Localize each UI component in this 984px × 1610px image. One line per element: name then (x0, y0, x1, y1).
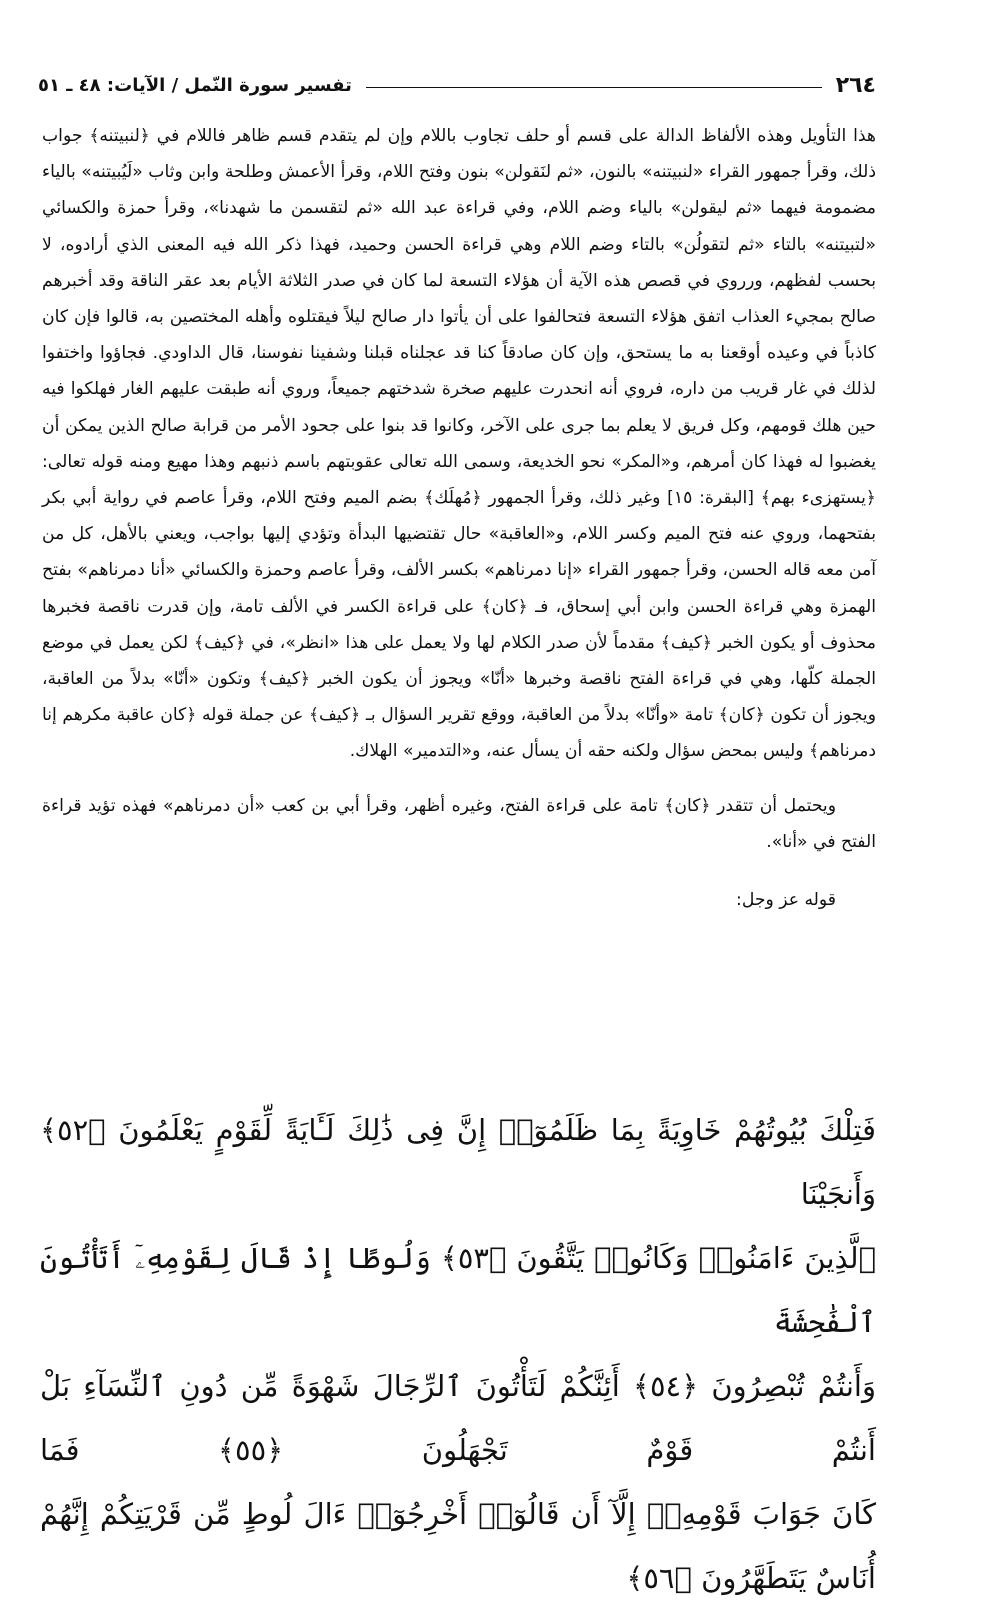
commentary-paragraph-1: هذا التأويل وهذه الألفاظ الدالة على قسم أو حلف تجاوب باللام وإن لم يتقدم قسم ظاهر فاللام في ﴿لنبيتنه﴾ جواب ذلك، وقرأ جمهور القراء «لنبيتنه» بالنون، «ثم لنَقولن» بنون وفتح اللام، وقرأ الأعمش وطلحة وابن وثاب «لَيُبيتنه» بالياء مضمومة فيهما «ثم ليقولن» بالياء وضم اللام، وفي قراءة عبد الله «ثم لتقسمن ما شهدنا»، وقرأ حمزة والكسائي «لتبيتنه» بالتاء «ثم لتقولُن» بالتاء وضم اللام وهي قراءة الحسن وحميد، فهذا ذكر الله فيه المعنى الذي أرادوه، لا بحسب لفظهم، ورروي في قصص هذه الآية أن هؤلاء التسعة لما كان في صدر الثلاثة الأيام بعد عقر الناقة وقد أخبرهم صالح بمجيء العذاب اتفق هؤلاء التسعة فتحالفوا على أن يأتوا دار صالح ليلاً فيقتلوه وأهله المختصين به، قالوا فإن كان كاذباً في وعيده أوقعنا به ما يستحق، وإن كان صادقاً كنا قد عجلناه قبلنا وشفينا نفوسنا، قال الداودي. فجاؤوا واختفوا لذلك في غار قريب من داره، فروي أنه انحدرت عليهم صخرة شدختهم جميعاً، وروي أنه طبقت عليهم الغار فهلكوا فيه حين هلك قومهم، وكل فريق لا يعلم بما جرى على الآخر، وكانوا قد بنوا على جحود الأمر من قرابة صالح الذين يمكن أن يغضبوا له فهذا كان أمرهم، و«المكر» نحو الخديعة، وسمى الله تعالى عقوبتهم باسم ذنبهم وهذا مهيع ومنه قوله تعالى: ﴿يستهزىء بهم﴾ [البقرة: ١٥] وغير ذلك، وقرأ الجمهور ﴿مُهلَك﴾ بضم الميم وفتح اللام، وقرأ عاصم في رواية أبي بكر بفتحهما، وروي عنه فتح الميم وكسر اللام، و«العاقبة» حال تقتضيها البدأة وتؤدي إليها بواجب، ويعني بالأهل، كل من آمن معه قاله الحسن، وقرأ جمهور القراء «إنا دمرناهم» بكسر الألف، وقرأ عاصم وحمزة والكسائي «أنا دمرناهم» بفتح الهمزة وهي قراءة الحسن وابن أبي إسحاق، فـ ﴿كان﴾ على قراءة الكسر في الألف تامة، وإن قدرت ناقصة فخبرها محذوف أو يكون الخبر ﴿كيف﴾ مقدماً لأن صدر الكلام لها ولا يعمل على هذا «انظر»، في ﴿كيف﴾ لكن يعمل في موضع الجملة كلّها، وهي في قراءة الفتح ناقصة وخبرها «أنّا» ويجوز أن يكون الخبر ﴿كيف﴾ وتكون «أنّا» بدلاً من العاقبة، ويجوز أن تكون ﴿كان﴾ تامة «وأنّا» بدلاً من العاقبة، ووقع تقرير السؤال بـ ﴿كيف﴾ عن جملة قوله ﴿كان عاقبة مكرهم إنا دمرناهم﴾ وليس بمحض سؤال ولكنه حقه أن يسأل عنه، و«التدمير» الهلاك. (42, 126, 876, 762)
quran-line-3: وَأَنتُمْ تُبْصِرُونَ ﴿٥٤﴾ أَئِنَّكُمْ لَتَأْتُونَ ٱلرِّجَالَ شَهْوَةً مِّن دُونِ ٱلنِّسَآءِ بَلْ أَنتُمْ قَوْمٌ تَجْهَلُونَ ﴿٥٥﴾ فَمَا (40, 1369, 876, 1467)
commentary-text (42, 118, 876, 918)
page-header (38, 68, 876, 102)
quran-line-4: كَانَ جَوَابَ قَوْمِهِۦٓ إِلَّآ أَن قَالُوٓا۟ أَخْرِجُوٓا۟ ءَالَ لُوطٍ مِّن قَرْيَتِكُمْ إِنَّهُمْ أُنَاسٌ يَتَطَهَّرُونَ ﴿٥٦﴾ (40, 1497, 876, 1595)
quran-verses (40, 1098, 876, 1610)
commentary-paragraph-2: ويحتمل أن تتقدر ﴿كان﴾ تامة على قراءة الفتح، وغيره أظهر، وقرأ أبي بن كعب «أن دمرناهم» فهذه تؤيد قراءة الفتح في «أنا». (42, 795, 876, 852)
quran-line-2: ٱلَّذِينَ ءَامَنُوا۟ وَكَانُوا۟ يَتَّقُونَ ﴿٥٣﴾ وَلُوطًا إِذْ قَالَ لِقَوْمِهِۦٓ أَتَأْتُونَ ٱلْفَٰحِشَةَ (40, 1241, 876, 1339)
page-number: ٢٦٤ (835, 72, 876, 98)
verse-intro: قوله عز وجل: (736, 890, 836, 911)
quran-line-1: فَتِلْكَ بُيُوتُهُمْ خَاوِيَةً بِمَا ظَلَمُوٓا۟ إِنَّ فِى ذَٰلِكَ لَـَٔايَةً لِّقَوْمٍ يَعْلَمُونَ ﴿٥٢﴾ وَأَنجَيْنَا (40, 1113, 876, 1211)
running-title: تفسير سورة النّمل / الآيات: ٤٨ ـ ٥١ (38, 74, 352, 96)
header-rule (366, 87, 822, 88)
